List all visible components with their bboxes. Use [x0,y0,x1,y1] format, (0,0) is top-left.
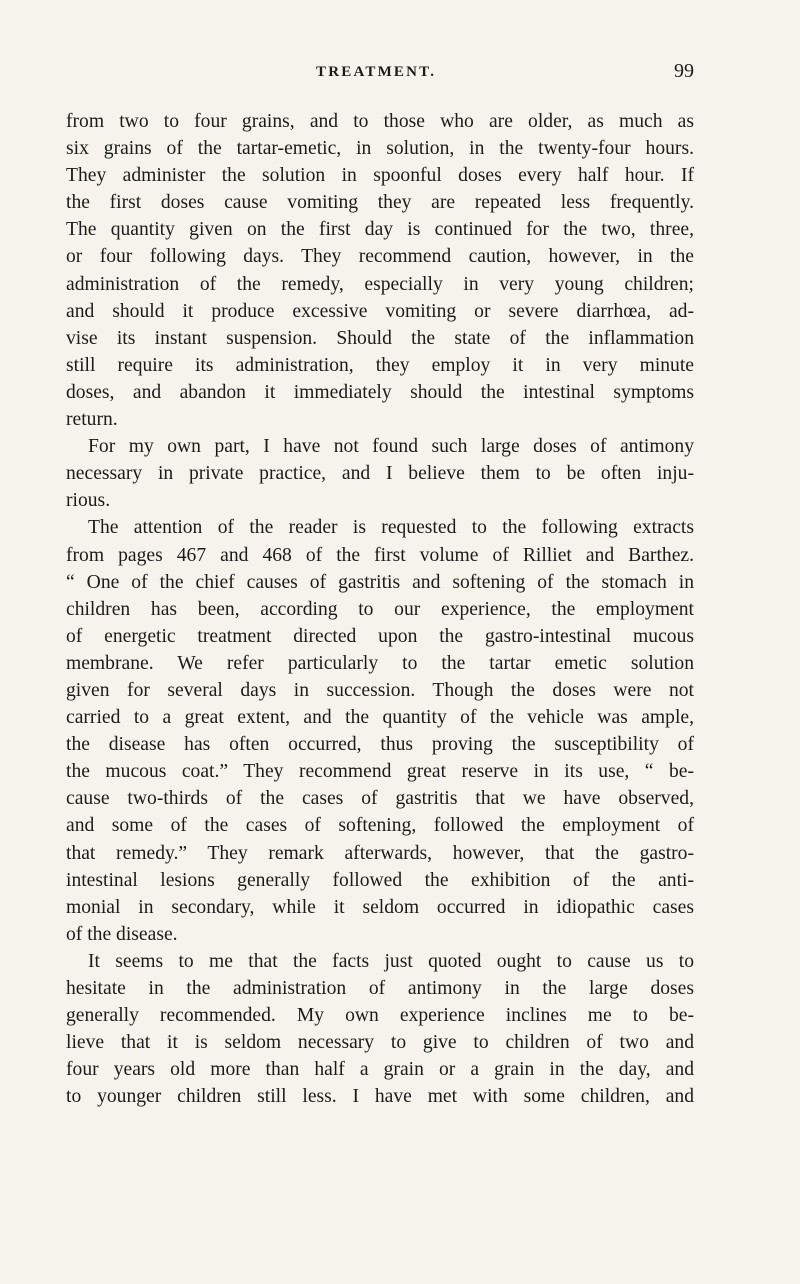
text-line: vise its instant suspension. Should the state of the inflammation [66,327,694,349]
paragraph [66,433,694,514]
paragraph [66,108,694,433]
text-line: or four following days. They recommend caution, however, in the [66,246,694,268]
text-line: to younger children still less. I have met with some children, and [66,1086,694,1108]
text-line: The attention of the reader is requested to the following extracts [88,517,694,539]
paragraph [66,514,694,948]
text-line: They administer the solution in spoonful doses every half hour. If [66,165,694,187]
text-line: lieve that it is seldom necessary to give to children of two and [66,1032,694,1054]
text-line: from two to four grains, and to those who are older, as much as [66,111,694,132]
text-line: the mucous coat.” They recommend great reserve in its use, “ be- [66,761,694,783]
text-line: given for several days in succession. Though the doses were not [66,679,694,701]
text-line: still require its administration, they employ it in very minute [66,354,694,376]
text-line: necessary in private practice, and I believe them to be often inju- [66,463,694,485]
text-line: return. [66,409,118,431]
text-line: the disease has often occurred, thus proving the susceptibility of [66,734,694,756]
running-title: TREATMENT. [316,64,437,80]
running-head [66,62,694,86]
text-line: doses, and abandon it immediately should the intestinal symptoms [66,381,694,403]
text-line: monial in secondary, while it seldom occurred in idiopathic cases [66,896,694,918]
text-line: from pages 467 and 468 of the first volume of Rilliet and Barthez. [66,544,694,566]
text-line: of energetic treatment directed upon the gastro-intestinal mucous [66,625,694,647]
text-line: administration of the remedy, especially in very young children; [66,273,694,295]
text-line: generally recommended. My own experience inclines me to be- [66,1005,694,1027]
text-line: rious. [66,490,111,512]
text-line: four years old more than half a grain or a grain in the day, and [66,1059,694,1081]
text-line: and some of the cases of softening, followed the employment of [66,815,694,837]
text-line: and should it produce excessive vomiting or severe diarrhœa, ad- [66,300,694,322]
text-line: For my own part, I have not found such large doses of antimony [88,436,694,458]
text-line: children has been, according to our experience, the employment [66,598,694,620]
text-line: intestinal lesions generally followed the exhibition of the anti- [66,869,694,891]
page-number: 99 [674,60,694,82]
paragraph [66,948,694,1111]
text-line: six grains of the tartar-emetic, in solution, in the twenty-four hours. [66,138,694,160]
text-line: “ One of the chief causes of gastritis and softening of the stomach in [66,571,694,593]
body-text [66,108,694,1110]
text-line: cause two-thirds of the cases of gastritis that we have observed, [66,788,694,810]
text-line: It seems to me that the facts just quoted ought to cause us to [88,950,694,972]
text-line: membrane. We refer particularly to the tartar emetic solution [66,652,694,674]
text-line: carried to a great extent, and the quantity of the vehicle was ample, [66,707,694,729]
text-line: the first doses cause vomiting they are repeated less frequently. [66,192,694,214]
text-line: hesitate in the administration of antimony in the large doses [66,978,694,999]
text-line: that remedy.” They remark afterwards, however, that the gastro- [66,842,694,864]
text-line: The quantity given on the first day is continued for the two, three, [66,219,694,241]
text-line: of the disease. [66,923,178,945]
